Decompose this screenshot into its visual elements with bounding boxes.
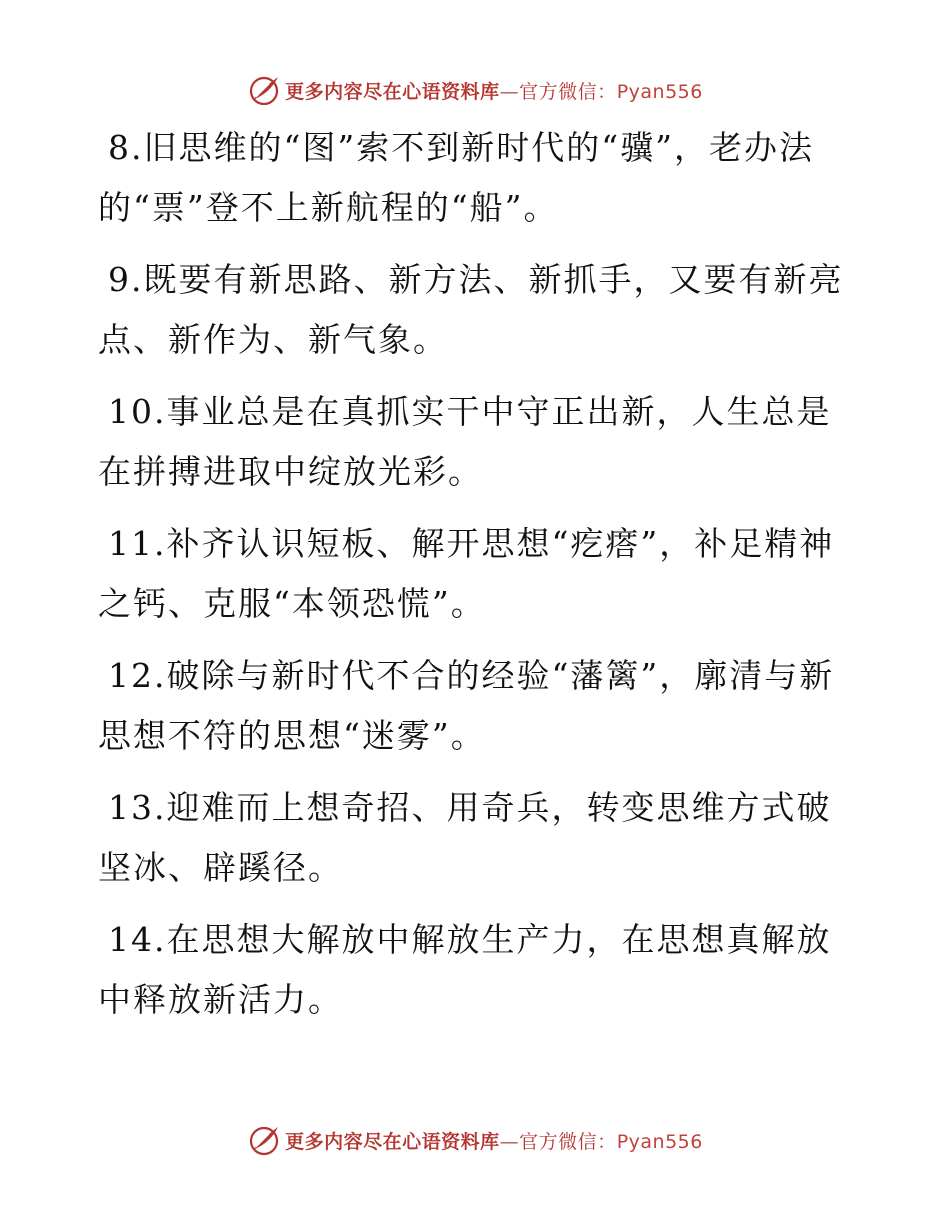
- header-watermark: [0, 70, 950, 110]
- list-item: 12.破除与新时代不合的经验“藩篱”，廓清与新思想不符的思想“迷雾”。: [98, 656, 835, 755]
- footer-main-text: 更多内容尽在心语资料库: [285, 1130, 500, 1153]
- header-separator: —: [499, 80, 520, 103]
- list-item: 9.既要有新思路、新方法、新抓手，又要有新亮点、新作为、新气象。: [98, 260, 844, 359]
- list-item: 13.迎难而上想奇招、用奇兵，转变思维方式破坚冰、辟蹊径。: [98, 788, 832, 887]
- document-body: [98, 118, 858, 1042]
- footer-wechat-id: Pyan556: [616, 1130, 703, 1153]
- header-sub-text: 官方微信：: [519, 80, 617, 103]
- quill-logo-icon: [247, 73, 281, 107]
- header-text: [285, 77, 703, 104]
- header-main-text: 更多内容尽在心语资料库: [285, 80, 500, 103]
- footer-text: [285, 1127, 703, 1154]
- list-item: 8.旧思维的“图”索不到新时代的“骥”，老办法的“票”登不上新航程的“船”。: [98, 128, 814, 227]
- footer-watermark: [0, 1120, 950, 1160]
- header-wechat-id: Pyan556: [616, 80, 703, 103]
- list-item: 11.补齐认识短板、解开思想“疙瘩”，补足精神之钙、克服“本领恐慌”。: [98, 524, 835, 623]
- footer-separator: —: [499, 1130, 520, 1153]
- footer-sub-text: 官方微信：: [519, 1130, 617, 1153]
- quill-logo-icon: [247, 1123, 281, 1157]
- list-item: 10.事业总是在真抓实干中守正出新，人生总是在拼搏进取中绽放光彩。: [98, 392, 832, 491]
- list-item: 14.在思想大解放中解放生产力，在思想真解放中释放新活力。: [98, 920, 832, 1019]
